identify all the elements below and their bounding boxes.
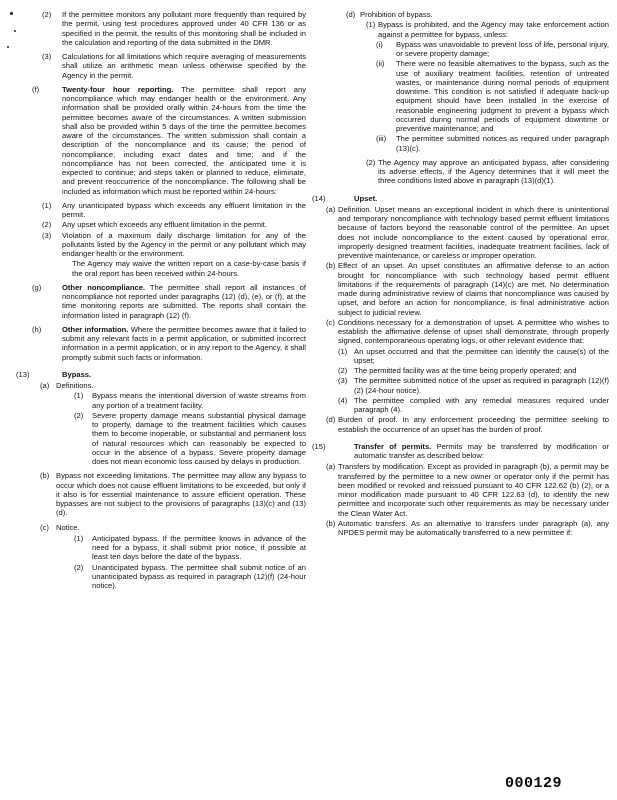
item-title: Twenty-four hour reporting. [62, 84, 174, 94]
section-number: (14) [312, 193, 326, 203]
item-label: (ii) [376, 59, 385, 69]
bates-number-stamp: 000129 [505, 775, 563, 792]
item-title: Other information. [62, 324, 129, 334]
item-title: Other noncompliance. [62, 282, 146, 292]
paragraph-14c-2 [312, 366, 609, 375]
item-text: If the permittee monitors any pollutant more frequently than required by the permit, using test procedures approved under 40 CFR 136 or as specified in the permit, the results of this monitoring shall be included in the calculation and reporting of the data submitted in the DMR. [62, 10, 306, 47]
scan-speck [7, 46, 9, 48]
item-text: Notice. [56, 522, 80, 532]
paragraph-14a [312, 205, 609, 261]
item-label: (1) [74, 533, 84, 543]
item-label: (c) [40, 522, 49, 532]
scan-speck [10, 12, 13, 15]
item-label: (3) [338, 376, 348, 386]
item-label: (3) [42, 52, 52, 61]
item-text: Prohibition of bypass. [360, 10, 433, 19]
item-label: (1) [366, 20, 376, 30]
paragraph-13d-1-ii [312, 59, 609, 133]
item-label: (b) [326, 518, 336, 528]
item-label: (a) [326, 462, 336, 472]
item-label: (1) [42, 200, 52, 210]
paragraph-12f [16, 85, 306, 196]
paragraph-12f-1 [16, 201, 306, 220]
item-label: (4) [338, 395, 348, 405]
paragraph-12f-waiver [16, 259, 306, 278]
paragraph-12e-3 [16, 52, 306, 80]
item-label: (2) [338, 366, 348, 375]
paragraph-12f-2 [16, 220, 306, 229]
item-label: (a) [40, 381, 50, 390]
section-15-heading [312, 442, 609, 461]
item-label: (3) [42, 230, 52, 240]
paragraph-13c [16, 523, 306, 532]
item-text: Permits may be transferred by modification or automatic transfer as described below: [354, 441, 609, 460]
item-label: (i) [376, 39, 383, 49]
item-label: (c) [326, 317, 335, 327]
item-text: Conditions necessary for a demonstration of upset. A permittee who wishes to establish the affirmative defense of upset shall demonstrate, through properly signed, contemporaneous operating logs, or other relevant evidence that: [338, 317, 609, 346]
item-label: (b) [326, 261, 336, 271]
section-number: (15) [312, 441, 326, 451]
item-text: Calculations for all limitations which require averaging of measurements shall utilize an arithmetic mean unless otherwise specified by the Agency in the permit. [62, 52, 306, 80]
item-label: (b) [40, 471, 50, 481]
paragraph-14b [312, 261, 609, 317]
item-text: Bypass was unavoidable to prevent loss of life, personal injury, or severe property damage; [396, 39, 609, 58]
paragraph-12g [16, 283, 306, 320]
item-label: (1) [74, 391, 84, 401]
item-text: The permittee shall report any noncompliance which may endanger health or the environment. Any information shall be provided orally within 24-hours from the time the permittee becomes aware of the circumstances. A written submission shall also be provided within 5 days of the time the permittee becomes aware of the circumstances. The written submission shall contain a description of the noncompliance and its cause; the period of noncompliance, including exact dates and time; and if the noncompliance has not been corrected, the anticipated time it is expected to continue; and steps taken or planned to reduce, eliminate, and prevent reoccurrence of the noncompliance. The following shall be included as information which must be reported within 24-hours: [62, 84, 306, 196]
item-label: (2) [74, 562, 84, 572]
item-label: (g) [32, 282, 42, 292]
item-text: Burden of proof. In any enforcement proceeding the permittee seeking to establish the occurrence of an upset has the burden of proof. [338, 415, 609, 434]
right-column [312, 10, 609, 538]
paragraph-13b [16, 471, 306, 517]
item-text: Anticipated bypass. If the permittee knows in advance of the need for a bypass, it shall submit prior notice, if possible at least ten days before the date of the bypass. [92, 533, 306, 562]
paragraph-12f-3 [16, 231, 306, 259]
item-label: (f) [32, 84, 40, 94]
section-14-heading [312, 194, 609, 203]
left-column [16, 10, 306, 591]
section-number: (13) [16, 369, 30, 379]
item-text: The permittee submitted notice of the upset as required in paragraph (12)(f)(2) (24-hour notice). [354, 376, 609, 395]
paragraph-13a-2 [16, 411, 306, 467]
item-label: (2) [366, 157, 376, 167]
item-label: (d) [326, 415, 336, 425]
paragraph-13c-2 [16, 563, 306, 591]
item-text: Severe property damage means substantial physical damage to property, damage to the treatment facilities which causes them to become inoperable, or substantial and permanent loss of natural resources which can reasonably be expected to occur in the absence of a bypass. Severe property damage does not mean economic loss caused by delays in production. [92, 410, 306, 466]
item-text: The permittee complied with any remedial measures required under paragraph (4). [354, 395, 609, 414]
section-title: Bypass. [62, 369, 92, 379]
item-text: The permittee shall report all instances of noncompliance not reported under paragraphs (12) (d), (e), or (f), at the time monitoring reports are submitted. The reports shall contain the information listed in paragraph (12) (f). [62, 282, 306, 320]
item-text: The permittee submitted notices as required under paragraph (13)(c). [396, 134, 609, 153]
item-text: Bypass means the intentional diversion of waste streams from any portion of a treatment facility. [92, 391, 306, 410]
item-text: Where the permittee becomes aware that it failed to submit any relevant facts in a permit application, or submitted incorrect information in a permit application, or in any report to the Agency, it shall promptly submit such facts or information. [62, 324, 307, 362]
section-title: Upset. [354, 193, 378, 203]
paragraph-15b [312, 519, 609, 538]
paragraph-13c-1 [16, 534, 306, 562]
item-label: (iii) [376, 134, 387, 144]
item-label: (h) [32, 324, 42, 334]
item-text: There were no feasible alternatives to the bypass, such as the use of auxiliary treatment facilities, retention of untreated wastes, or maintenance during normal periods of equipment downtime. This condition is not satisfied if adequate back-up equipment should have been installed in the exercise of reasonable engineering judgment to prevent a bypass which occurred during normal periods of equipment downtime or preventive maintenance; and [396, 59, 609, 133]
item-text: The Agency may waive the written report on a case-by-case basis if the oral report has been received within 24-hours. [72, 259, 306, 278]
item-text: Any unanticipated bypass which exceeds any effluent limitation in the permit. [62, 200, 306, 219]
paragraph-14c-3 [312, 376, 609, 395]
paragraph-14d [312, 415, 609, 434]
paragraph-12e-2 [16, 10, 306, 47]
item-text: Transfers by modification. Except as provided in paragraph (b), a permit may be transferred by the permittee to a new owner or operator only if the permit has been modified or revoked and reissued pursuant to 40 CFR 122.62 (b) (2), or a minor modification made pursuant to 40 CFR 122.63 (d), to identify the new permittee and incorporate such other requirements as may be necessary under the Clean Water Act. [338, 462, 609, 518]
item-text: Automatic transfers. As an alternative to transfers under paragraph (a), any NPDES permit may be automatically transferred to a new permittee if: [338, 518, 609, 537]
item-text: Definitions. [56, 381, 94, 390]
item-label: (2) [42, 220, 52, 230]
section-title: Transfer of permits. [354, 441, 432, 451]
paragraph-12h [16, 325, 306, 362]
paragraph-13d-2 [312, 158, 609, 186]
section-13-heading [16, 370, 306, 379]
paragraph-14c [312, 318, 609, 346]
paragraph-13d [312, 10, 609, 19]
paragraph-13a [16, 381, 306, 390]
paragraph-13a-1 [16, 391, 306, 410]
paragraph-13d-1 [312, 20, 609, 39]
item-text: Bypass not exceeding limitations. The permittee may allow any bypass to occur which does not cause effluent limitations to be exceeded, but only if it also is for essential maintenance to assure efficient operation. These bypasses are not subject to the provisions of paragraphs (13)(c) and (13)(d). [56, 471, 306, 518]
paragraph-14c-4 [312, 396, 609, 415]
item-label: (2) [42, 10, 52, 19]
item-text: Bypass is prohibited, and the Agency may take enforcement action against a permittee for bypass, unless: [378, 20, 609, 39]
paragraph-15a [312, 462, 609, 518]
item-text: Unanticipated bypass. The permittee shall submit notice of an unanticipated bypass as required in paragraph (12)(f) (24-hour notice). [92, 562, 306, 590]
item-label: (1) [338, 346, 348, 356]
item-text: An upset occurred and that the permittee can identify the cause(s) of the upset; [354, 346, 609, 365]
item-text: Any upset which exceeds any effluent limitation in the permit. [62, 220, 268, 230]
item-label: (a) [326, 204, 336, 214]
item-text: The Agency may approve an anticipated bypass, after considering its adverse effects, if the Agency determines that it will meet the three conditions listed above in paragraph (13)(d)(1). [378, 157, 609, 186]
item-text: Violation of a maximum daily discharge limitation for any of the pollutants listed by the Agency in the permit or any pollutant which may endanger health or the environment. [62, 230, 306, 258]
item-label: (d) [346, 10, 356, 19]
paragraph-13d-1-i [312, 40, 609, 59]
item-text: The permitted facility was at the time being properly operated; and [354, 366, 577, 375]
item-text: Definition. Upset means an exceptional incident in which there is unintentional and temporary noncompliance with technology based permit effluent limitations because of factors beyond the reasonable control of the permittee. An upset does not include noncompliance to the extent caused by operational error, improperly designed treatment facilities, inadequate treatment facilities, lack of preventive maintenance, or careless or improper operation. [338, 204, 609, 260]
paragraph-13d-1-iii [312, 134, 609, 153]
item-text: Effect of an upset. An upset constitutes an affirmative defense to an action brought for noncompliance with such technology based permit effluent limitations if the requirements of paragraph (14)(c) are met. No determination made during administrative review of claims that noncompliance was caused by upset, and before an action for noncompliance, is final administrative action subject to judicial review. [338, 261, 609, 317]
paragraph-14c-1 [312, 347, 609, 366]
item-label: (2) [74, 410, 84, 420]
